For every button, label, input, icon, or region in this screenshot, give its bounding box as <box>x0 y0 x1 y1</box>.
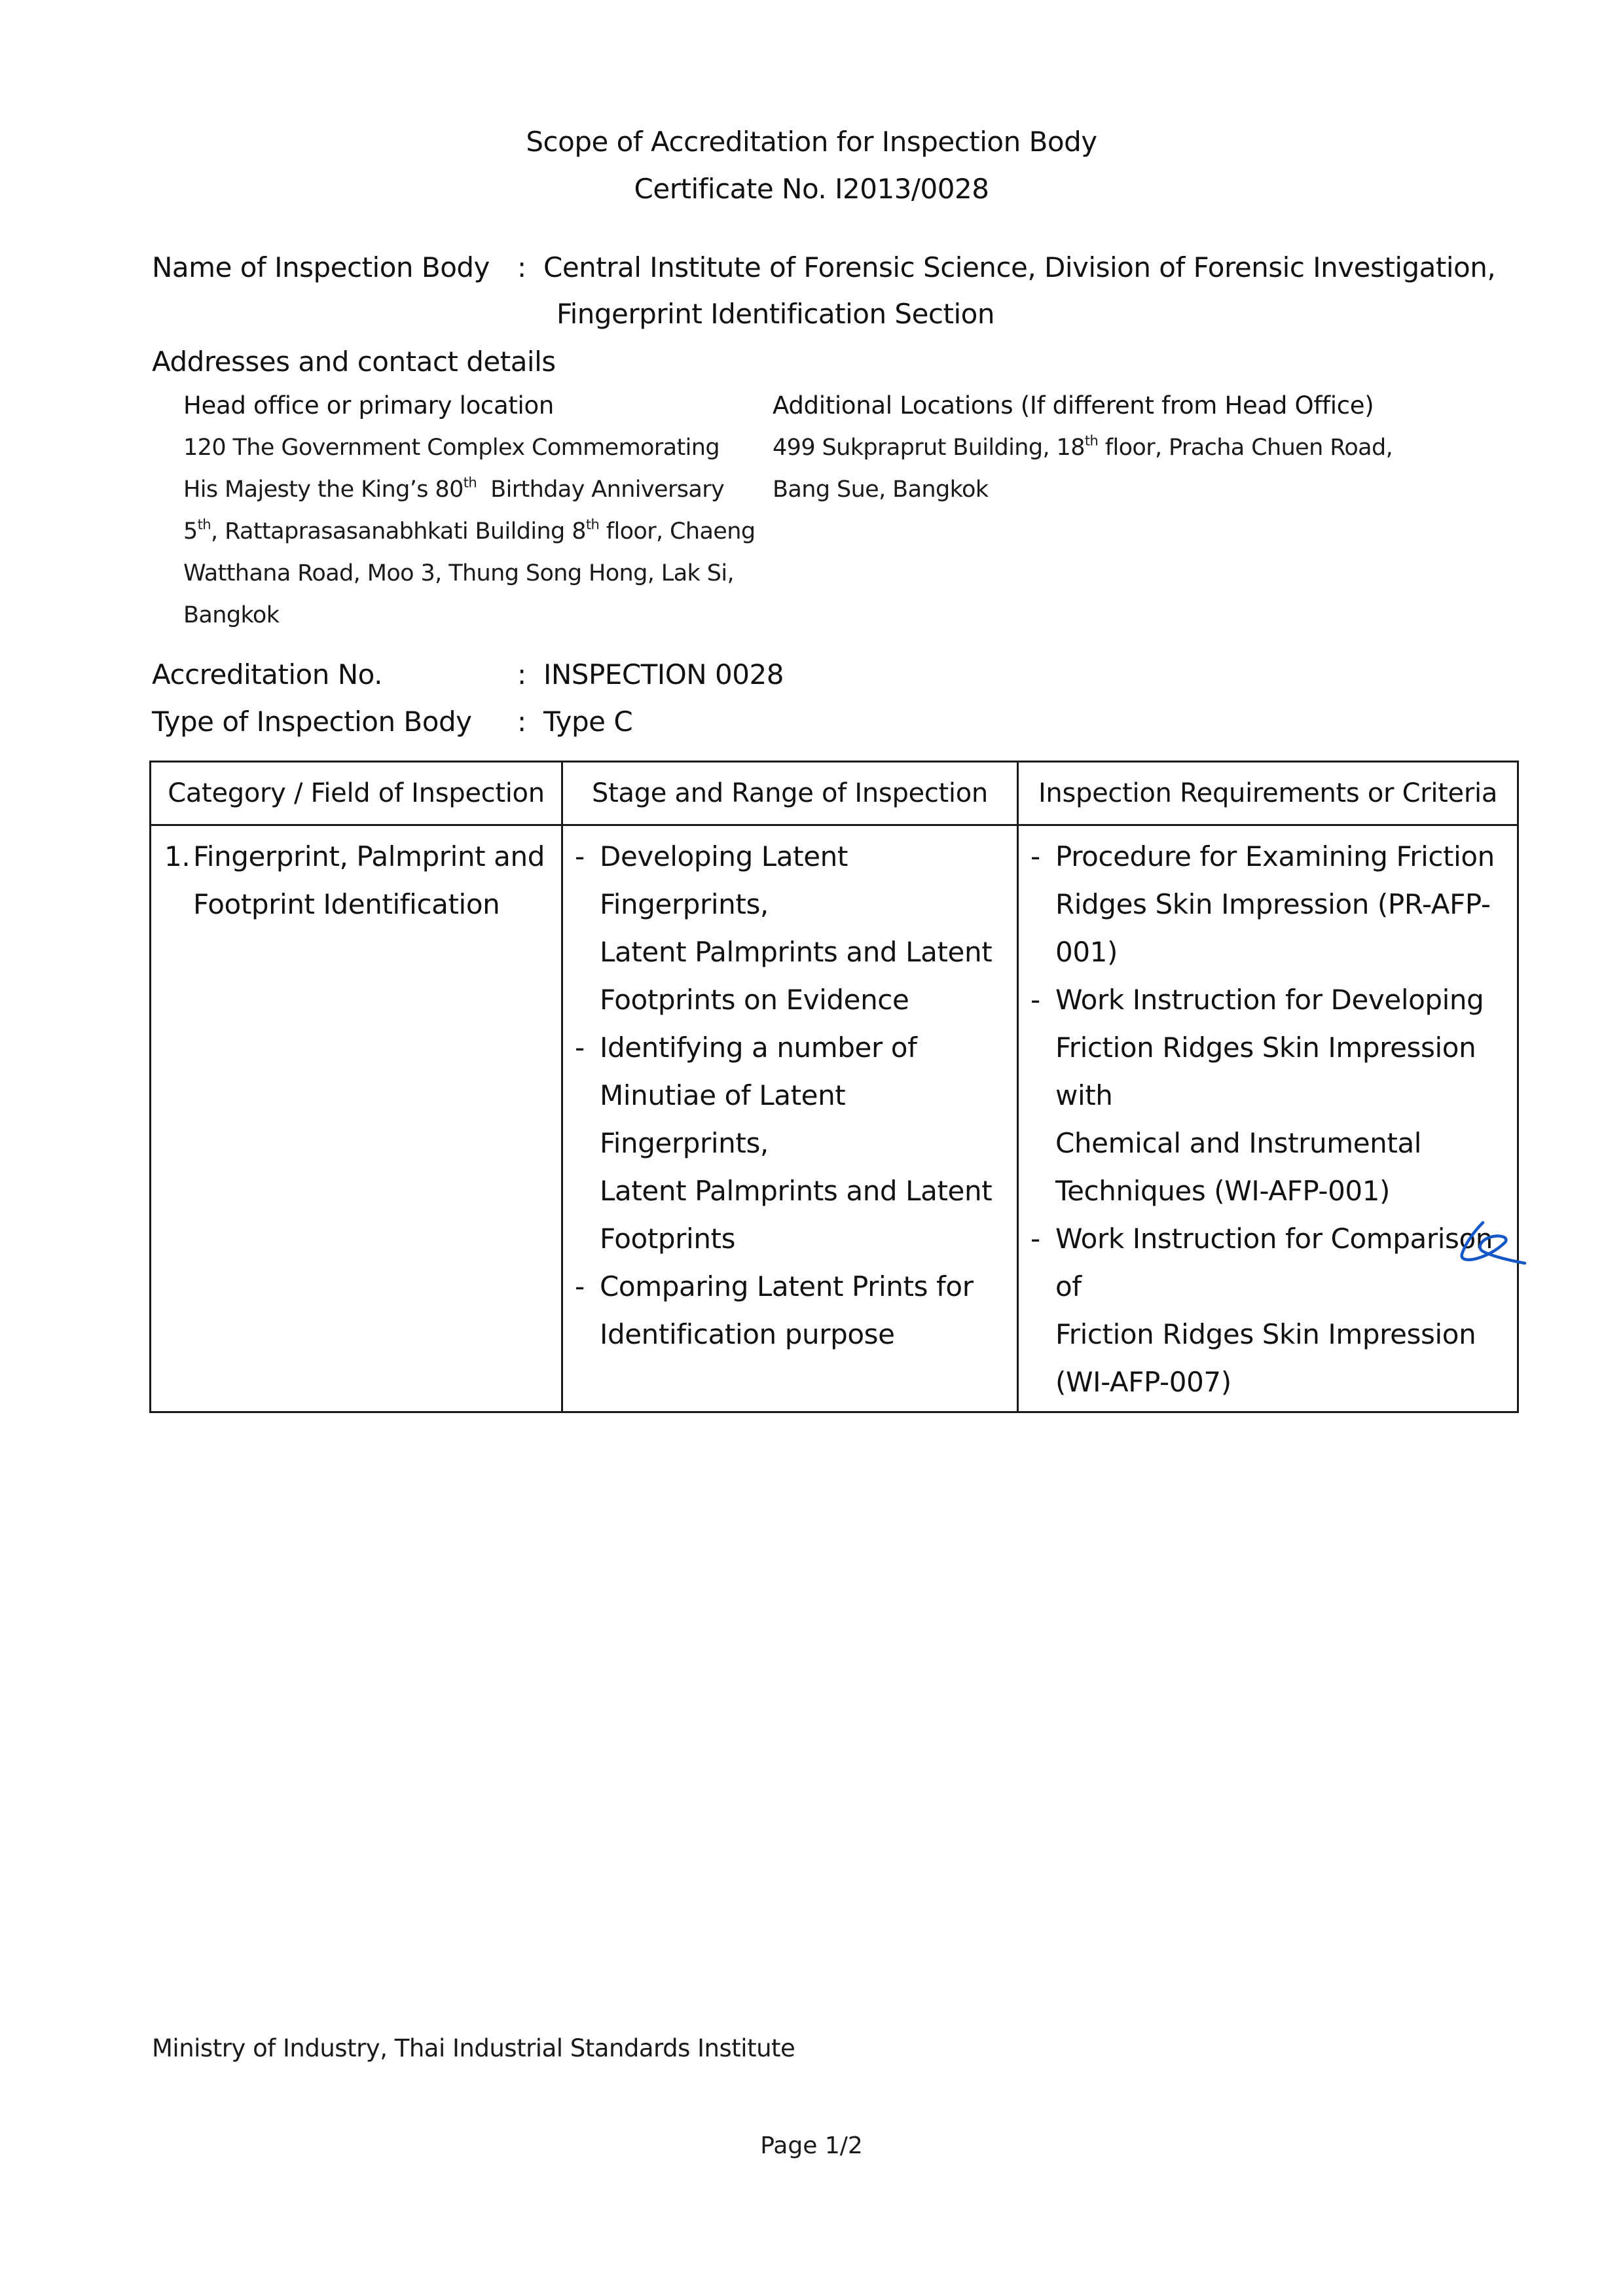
header-stage-range: Stage and Range of Inspection <box>562 762 1018 825</box>
document-title: Scope of Accreditation for Inspection Body <box>526 126 1097 158</box>
address-text: 499 Sukpraprut Building, 18 <box>773 435 1085 461</box>
criteria-text-line: Work Instruction for Developing <box>1055 984 1484 1016</box>
address-text: floor, Pracha Chuen Road, <box>1098 435 1393 461</box>
stage-text-line: Minutiae of Latent Fingerprints, <box>600 1079 846 1159</box>
address-line <box>183 469 755 511</box>
bullet-dash: - <box>575 840 585 872</box>
table-header-row <box>151 762 1518 825</box>
ordinal-suffix: th <box>197 516 211 533</box>
address-text: Birthday Anniversary <box>477 476 725 503</box>
address-line <box>183 511 755 552</box>
name-label: Name of Inspection Body <box>152 251 490 283</box>
criteria-text-line: Ridges Skin Impression (PR-AFP-001) <box>1055 888 1491 968</box>
criteria-text-line: Friction Ridges Skin Impression <box>1055 1318 1476 1350</box>
bullet-dash: - <box>575 1270 585 1302</box>
category-item <box>151 833 561 928</box>
accreditation-separator: : <box>517 658 527 691</box>
name-separator: : <box>517 251 527 283</box>
address-line <box>773 427 1393 469</box>
scope-table <box>149 761 1519 1413</box>
criteria-item <box>1019 976 1517 1215</box>
stage-text-line: Latent Palmprints and Latent <box>600 936 993 968</box>
type-label: Type of Inspection Body <box>152 706 472 738</box>
category-text-line: Fingerprint, Palmprint and <box>193 840 545 872</box>
category-text-line: Footprint Identification <box>193 888 500 920</box>
stage-text-line: Identification purpose <box>600 1318 895 1350</box>
inspection-body-type: Type C <box>543 706 633 738</box>
addresses-heading: Addresses and contact details <box>152 346 556 378</box>
stage-item <box>563 1263 1017 1358</box>
address-line <box>183 427 755 469</box>
stage-range-cell <box>562 825 1018 1412</box>
address-text: Watthana Road, Moo 3, Thung Song Hong, Lak Si, <box>183 560 735 586</box>
address-line <box>183 552 755 594</box>
address-text: floor, Chaeng <box>599 518 756 545</box>
criteria-text-line: Friction Ridges Skin Impression with <box>1055 1031 1476 1111</box>
table-row <box>151 825 1518 1412</box>
additional-locations-heading: Additional Locations (If different from Head Office) <box>773 391 1374 420</box>
bullet-dash: - <box>575 1031 585 1064</box>
stage-text-line: Latent Palmprints and Latent <box>600 1175 993 1207</box>
criteria-text-line: Techniques (WI-AFP-001) <box>1055 1175 1391 1207</box>
bullet-dash: - <box>1030 1223 1040 1255</box>
page-number: Page 1/2 <box>760 2132 863 2159</box>
address-text: Bangkok <box>183 602 280 628</box>
inspection-body-name-line2: Fingerprint Identification Section <box>556 298 994 330</box>
stage-text-line: Footprints <box>600 1223 736 1255</box>
stage-item <box>563 1024 1017 1263</box>
certificate-number: Certificate No. I2013/0028 <box>634 173 989 205</box>
bullet-dash: - <box>1030 840 1040 872</box>
address-line <box>183 594 755 636</box>
additional-location-address <box>773 427 1393 511</box>
head-office-address <box>183 427 755 636</box>
criteria-text-line: (WI-AFP-007) <box>1055 1366 1231 1398</box>
header-category: Category / Field of Inspection <box>151 762 562 825</box>
requirements-cell <box>1018 825 1518 1412</box>
category-number: 1. <box>164 840 191 872</box>
type-separator: : <box>517 706 527 738</box>
criteria-item <box>1019 833 1517 976</box>
accreditation-label: Accreditation No. <box>152 658 382 691</box>
category-cell <box>151 825 562 1412</box>
inspection-body-name-line1: Central Institute of Forensic Science, Division of Forensic Investigation, <box>543 251 1496 283</box>
address-line <box>773 469 1393 511</box>
header-requirements: Inspection Requirements or Criteria <box>1018 762 1518 825</box>
address-text: Bang Sue, Bangkok <box>773 476 989 503</box>
head-office-heading: Head office or primary location <box>183 391 555 420</box>
initials-stroke <box>1462 1223 1525 1263</box>
ordinal-suffix: th <box>463 475 477 491</box>
stage-item <box>563 833 1017 1024</box>
accreditation-number: INSPECTION 0028 <box>543 658 784 691</box>
bullet-dash: - <box>1030 984 1040 1016</box>
address-text: 5 <box>183 518 198 545</box>
address-text: His Majesty the King’s 80 <box>183 476 464 503</box>
stage-text-line: Footprints on Evidence <box>600 984 909 1016</box>
ordinal-suffix: th <box>1084 433 1099 449</box>
criteria-text-line: Work Instruction for Comparison of <box>1055 1223 1493 1302</box>
stage-text-line: Identifying a number of <box>600 1031 917 1064</box>
stage-text-line: Comparing Latent Prints for <box>600 1270 974 1302</box>
criteria-item <box>1019 1215 1517 1406</box>
address-text: , Rattaprasasanabhkati Building 8 <box>211 518 586 545</box>
criteria-text-line: Procedure for Examining Friction <box>1055 840 1495 872</box>
criteria-text-line: Chemical and Instrumental <box>1055 1127 1422 1159</box>
footer-organization: Ministry of Industry, Thai Industrial Standards Institute <box>152 2034 795 2062</box>
stage-text-line: Developing Latent Fingerprints, <box>600 840 848 920</box>
handwritten-initials-icon <box>1457 1216 1535 1268</box>
address-text: 120 The Government Complex Commemorating <box>183 435 720 461</box>
ordinal-suffix: th <box>585 516 600 533</box>
